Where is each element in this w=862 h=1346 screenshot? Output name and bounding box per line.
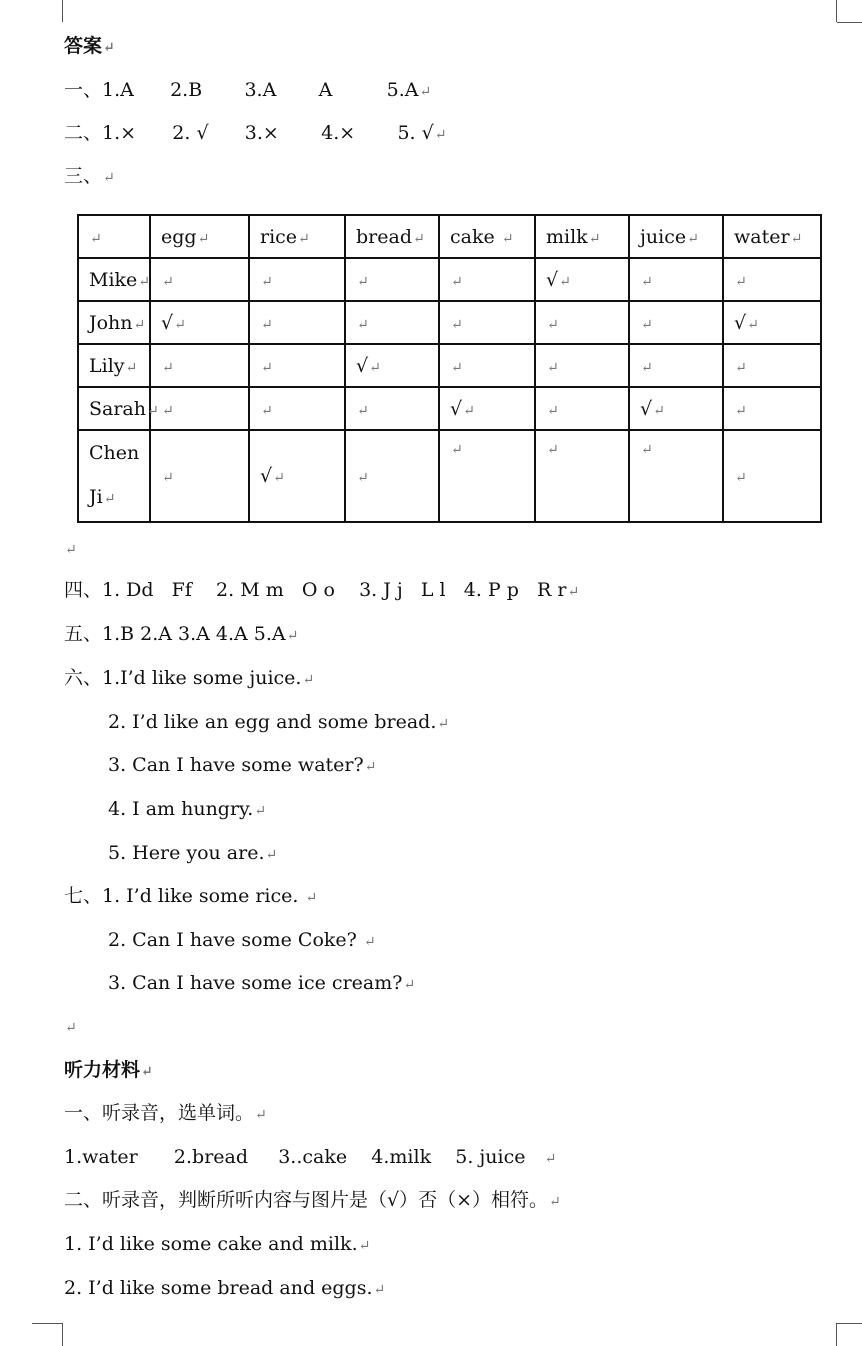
table-cell: ↵ [150, 387, 249, 430]
answer-section-5: 五、1.B 2.A 3.A 4.A 5.A↵ [64, 623, 299, 645]
answer-section-1: 一、1.A 2.B 3.A A 5.A↵ [64, 79, 432, 101]
table-cell: ↵ [150, 344, 249, 387]
table-cell: √↵ [249, 430, 345, 522]
section-6-item: 2. I’d like an egg and some bread.↵ [108, 711, 450, 733]
table-cell: ↵ [249, 387, 345, 430]
header-cell: ↵ [78, 215, 150, 258]
answer-section-3: 三、↵ [64, 165, 115, 187]
crop-mark-bottom-right-v [836, 1323, 837, 1346]
table-cell: ↵ [629, 430, 723, 522]
row-name-cell: Sarah↵ [78, 387, 150, 430]
header-cell: water↵ [723, 215, 821, 258]
table-row [78, 387, 821, 430]
table-cell: ↵ [150, 430, 249, 522]
header-cell: rice↵ [249, 215, 345, 258]
table-cell: ↵ [439, 344, 535, 387]
table-cell: ↵ [439, 430, 535, 522]
answer-section-7: 七、1. I’d like some rice. ↵ [64, 885, 318, 907]
table-cell: ↵ [345, 387, 439, 430]
table-row [78, 258, 821, 301]
table-cell: ↵ [249, 301, 345, 344]
empty-paragraph-mark: ↵ [65, 1020, 77, 1036]
table-cell: ↵ [629, 301, 723, 344]
table-cell: ↵ [723, 387, 821, 430]
listening-line: 1. I’d like some cake and milk.↵ [64, 1233, 371, 1255]
section-6-item: 5. Here you are.↵ [108, 842, 278, 864]
listening-line: 一、听录音，选单词。↵ [64, 1102, 267, 1124]
table-cell: ↵ [535, 344, 629, 387]
table-cell: √↵ [535, 258, 629, 301]
answer-table [77, 214, 822, 523]
row-name-cell: Lily↵ [78, 344, 150, 387]
empty-paragraph-mark: ↵ [65, 542, 77, 558]
crop-mark-top-left-v [62, 0, 63, 22]
listening-line: 二、听录音，判断所听内容与图片是（√）否（×）相符。↵ [64, 1189, 561, 1211]
table-cell: ↵ [249, 258, 345, 301]
header-cell: egg↵ [150, 215, 249, 258]
row-name-cell: John↵ [78, 301, 150, 344]
row-name-cell: Chen Ji↵ [78, 430, 150, 522]
table-cell: ↵ [439, 258, 535, 301]
table-header-row [78, 215, 821, 258]
table-cell: ↵ [535, 430, 629, 522]
crop-mark-top-right-v [836, 0, 837, 22]
header-cell: milk↵ [535, 215, 629, 258]
section-7-item: 2. Can I have some Coke? ↵ [108, 929, 376, 951]
section-6-item: 4. I am hungry.↵ [108, 798, 267, 820]
table-cell: √↵ [629, 387, 723, 430]
table-row [78, 344, 821, 387]
crop-mark-bottom-left-v [62, 1323, 63, 1346]
table-cell: √↵ [150, 301, 249, 344]
table-cell: ↵ [535, 301, 629, 344]
answer-section-4: 四、1. Dd Ff 2. M m O o 3. J j L l 4. P p R r↵ [64, 579, 580, 601]
table-row [78, 301, 821, 344]
answer-section-6: 六、1.I’d like some juice.↵ [64, 667, 315, 689]
header-cell: bread↵ [345, 215, 439, 258]
section-7-item: 3. Can I have some ice cream?↵ [108, 972, 416, 994]
table-cell: ↵ [345, 301, 439, 344]
listening-line: 2. I’d like some bread and eggs.↵ [64, 1277, 386, 1299]
table-cell: ↵ [439, 301, 535, 344]
table-cell: ↵ [723, 430, 821, 522]
section-6-item: 3. Can I have some water?↵ [108, 754, 377, 776]
table-cell: ↵ [345, 430, 439, 522]
table-cell: ↵ [723, 344, 821, 387]
table-cell: ↵ [150, 258, 249, 301]
table-cell: √↵ [345, 344, 439, 387]
table-cell: ↵ [535, 387, 629, 430]
listening-title: 听力材料↵ [64, 1059, 153, 1081]
table-cell: ↵ [723, 258, 821, 301]
table-cell: √↵ [439, 387, 535, 430]
crop-mark-bottom-left-h [32, 1323, 62, 1324]
table-cell: ↵ [345, 258, 439, 301]
table-cell: √↵ [723, 301, 821, 344]
crop-mark-top-right-h [837, 22, 862, 23]
crop-mark-bottom-right-h [837, 1323, 862, 1324]
table-cell: ↵ [629, 344, 723, 387]
header-cell: juice↵ [629, 215, 723, 258]
listening-line: 1.water 2.bread 3..cake 4.milk 5. juice ↵ [64, 1146, 557, 1168]
answer-section-2: 二、1.× 2. √ 3.× 4.× 5. √↵ [64, 122, 447, 144]
table-row [78, 430, 821, 522]
row-name-cell: Mike↵ [78, 258, 150, 301]
answers-title: 答案↵ [64, 35, 115, 57]
header-cell: cake ↵ [439, 215, 535, 258]
table-cell: ↵ [249, 344, 345, 387]
table-cell: ↵ [629, 258, 723, 301]
